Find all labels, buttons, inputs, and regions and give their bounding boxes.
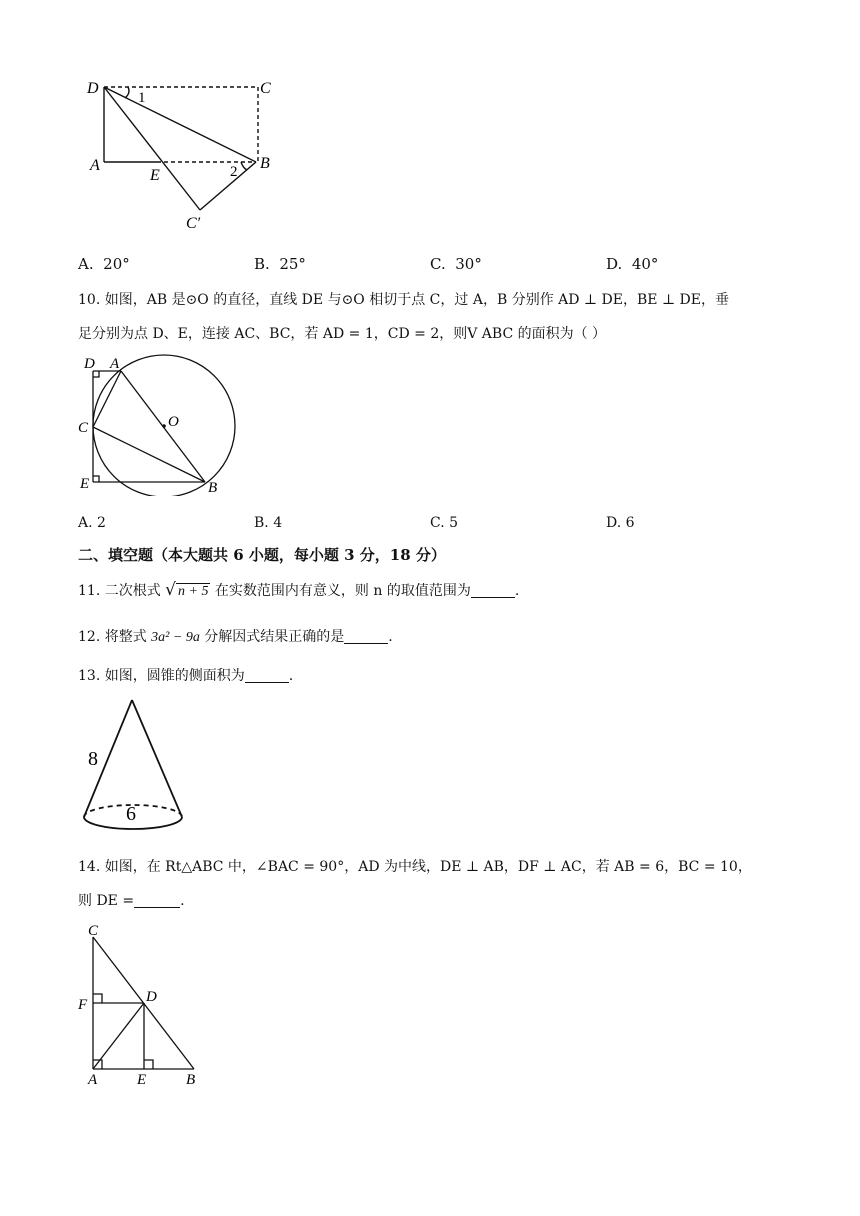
figure-q9 <box>80 74 290 236</box>
q12-post: 分解因式结果正确的是 <box>204 629 345 645</box>
q11-post: 在实数范围内有意义，则 n 的取值范围为 <box>214 583 471 599</box>
q14-line2: 则 DE = . <box>78 893 185 909</box>
q9-option-a[interactable]: A. 20° <box>78 255 130 273</box>
q11-number: 11. <box>78 583 101 599</box>
q12-number: 12. <box>78 629 101 645</box>
label-c: C <box>88 923 99 939</box>
q12-blank[interactable] <box>344 629 388 644</box>
q12-pre: 将整式 <box>104 629 147 645</box>
q13: 13. 如图，圆锥的侧面积为 . <box>78 668 294 684</box>
q13-text: 如图，圆锥的侧面积为 <box>104 668 245 684</box>
q10-line2: 足分别为点 D、E，连接 AC、BC，若 AD = 1，CD = 2，则V ABC 的面积为（ ） <box>78 326 607 342</box>
label-slant: 8 <box>88 748 98 770</box>
label-angle-1: 1 <box>138 90 146 106</box>
label-e: E <box>80 476 90 492</box>
q14-line1 <box>78 856 752 876</box>
label-e: E <box>137 1072 147 1088</box>
q10-option-b[interactable]: B. 4 <box>254 515 283 531</box>
section-heading: 二、填空题（本大题共 6 小题，每小题 3 分，18 分） <box>78 546 446 564</box>
label-a: A <box>110 356 120 372</box>
q11-blank[interactable] <box>471 583 515 598</box>
figure-q14 <box>74 918 204 1090</box>
q10-text-1: 如图，AB 是⊙O 的直径，直线 DE 与⊙O 相切于点 C，过 A，B 分别作 AD ⊥ DE，BE ⊥ DE，垂 <box>104 292 730 308</box>
q12: 12. 将整式 3a² − 9a 分解因式结果正确的是 . <box>78 629 393 645</box>
q13-blank[interactable] <box>245 668 289 683</box>
q12-expression: 3a² − 9a <box>151 630 200 645</box>
q14-blank[interactable] <box>134 893 180 908</box>
q10-option-a[interactable]: A. 2 <box>78 515 106 531</box>
q11-pre: 二次根式 <box>104 583 161 599</box>
q9-option-b[interactable]: B. 25° <box>254 255 306 273</box>
label-diameter: 6 <box>126 803 136 825</box>
q11: 11. 二次根式 √ n + 5 在实数范围内有意义，则 n 的取值范围为 . <box>78 580 520 600</box>
q9-option-c[interactable]: C. 30° <box>430 255 482 273</box>
figure-q13-cone <box>80 692 190 838</box>
q14-number: 14. <box>78 859 101 875</box>
label-c-prime: C′ <box>186 215 201 232</box>
label-angle-2: 2 <box>230 164 238 180</box>
q10-number: 10. <box>78 292 101 308</box>
q11-radicand: n + 5 <box>178 584 209 599</box>
label-c: C <box>78 420 89 436</box>
label-d: D <box>146 989 157 1005</box>
label-o: O <box>168 414 179 430</box>
label-b: B <box>260 155 270 172</box>
q9-option-d[interactable]: D. 40° <box>606 255 659 273</box>
label-e: E <box>150 167 160 184</box>
label-d: D <box>84 356 95 372</box>
figure-q10 <box>76 352 244 496</box>
q10-option-c[interactable]: C. 5 <box>430 515 459 531</box>
label-f: F <box>78 997 88 1013</box>
label-b: B <box>208 480 218 496</box>
label-c: C <box>260 80 271 97</box>
label-b: B <box>186 1072 196 1088</box>
sqrt-icon: √ <box>165 580 177 600</box>
label-a: A <box>88 1072 98 1088</box>
q14-text-1: 如图，在 Rt△ABC 中，∠BAC = 90°，AD 为中线，DE ⊥ AB，DF ⊥ AC，若 AB = 6，BC = 10， <box>104 859 752 875</box>
q13-number: 13. <box>78 668 101 684</box>
q10-option-d[interactable]: D. 6 <box>606 515 635 531</box>
q10-line1 <box>78 289 729 309</box>
label-a: A <box>90 157 100 174</box>
label-d: D <box>87 80 99 97</box>
